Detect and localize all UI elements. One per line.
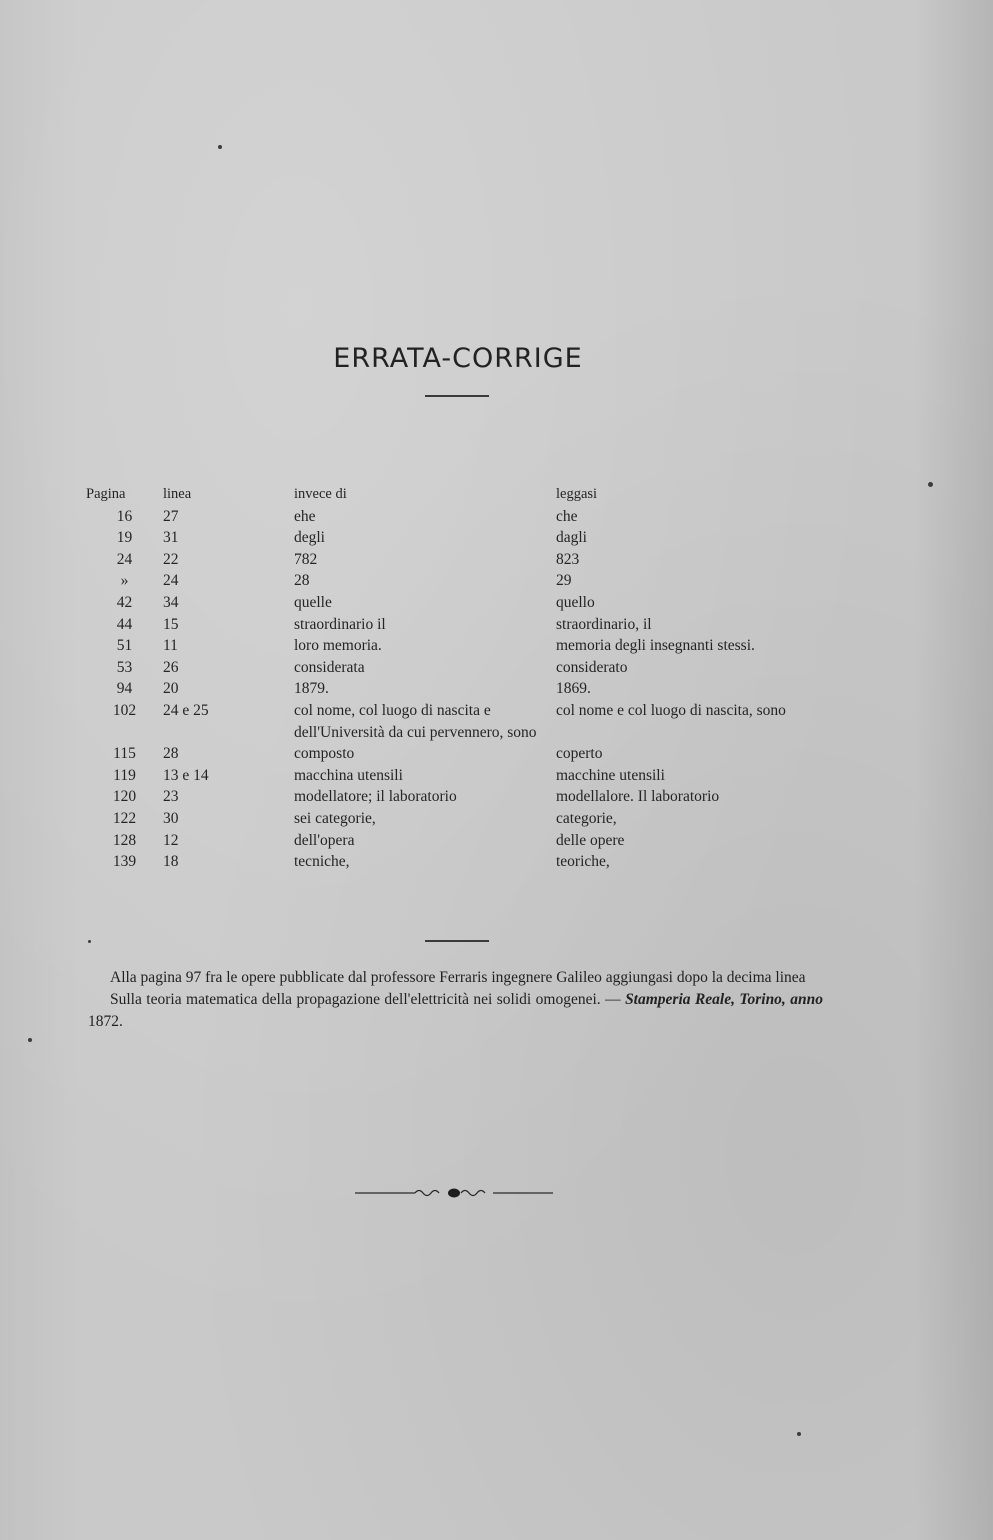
cell-page: 120 — [112, 788, 137, 806]
cell-line: 34 — [163, 593, 179, 611]
table-row — [86, 657, 826, 679]
cell-line: 13 e 14 — [163, 766, 209, 784]
paper-speck — [88, 940, 91, 943]
cell-line: 20 — [163, 680, 179, 698]
cell-line: 27 — [163, 507, 179, 525]
table-row — [86, 851, 826, 873]
paper-speck — [928, 482, 933, 487]
table-row — [86, 678, 826, 700]
table-row — [86, 808, 826, 830]
cell-page: 122 — [112, 809, 137, 827]
cell-leggasi: straordinario, il — [556, 615, 652, 633]
cell-page: 119 — [113, 766, 136, 784]
cell-line: 24 e 25 — [163, 701, 209, 719]
cell-leggasi: macchine utensili — [556, 766, 665, 784]
cell-leggasi: che — [556, 507, 578, 525]
cell-page: 44 — [116, 615, 133, 633]
table-row — [86, 592, 826, 614]
header-line: linea — [163, 486, 192, 502]
cell-page: » — [120, 572, 129, 590]
cell-line: 18 — [163, 853, 179, 871]
footnote-line-2 — [88, 989, 823, 1033]
cell-leggasi: 823 — [556, 550, 580, 568]
header-invece: invece di — [294, 486, 347, 502]
cell-leggasi: dagli — [556, 529, 587, 547]
ornament-flourish — [355, 1184, 553, 1202]
cell-page: 115 — [113, 745, 136, 763]
cell-page: 53 — [116, 658, 133, 676]
table-row — [86, 786, 826, 808]
cell-line: 28 — [163, 745, 179, 763]
errata-table — [86, 484, 826, 873]
table-row — [86, 743, 826, 765]
cell-line: 31 — [163, 529, 179, 547]
cell-page: 102 — [112, 701, 137, 719]
errata-header-row — [86, 484, 826, 506]
errata-body — [86, 506, 826, 873]
footnote-title: Sulla teoria matematica della propagazione dell'elettricità nei solidi omogenei. — — [110, 991, 626, 1008]
header-leggasi: leggasi — [556, 486, 598, 502]
cell-invece: 1879. — [294, 680, 329, 698]
cell-invece: sei categorie, — [294, 809, 376, 827]
cell-leggasi: col nome e col luogo di nascita, sono — [556, 701, 786, 719]
cell-leggasi: 29 — [556, 572, 572, 590]
cell-leggasi: teoriche, — [556, 853, 610, 871]
cell-line: 12 — [163, 831, 179, 849]
cell-line: 24 — [163, 572, 179, 590]
cell-leggasi: 1869. — [556, 680, 591, 698]
table-row — [86, 830, 826, 852]
cell-invece: considerata — [294, 658, 365, 676]
table-row — [86, 549, 826, 571]
footnote-source: Stamperia Reale, Torino, anno — [625, 991, 823, 1008]
cell-line: 15 — [163, 615, 179, 633]
cell-leggasi: considerato — [556, 658, 628, 676]
cell-invece: macchina utensili — [294, 766, 403, 784]
cell-invece: degli — [294, 529, 325, 547]
cell-page: 139 — [112, 853, 137, 871]
footnote — [88, 967, 823, 1033]
paper-speck — [797, 1432, 801, 1436]
cell-line: 22 — [163, 550, 179, 568]
cell-invece: dell'opera — [294, 831, 355, 849]
cell-invece: modellatore; il laboratorio — [294, 788, 457, 806]
cell-page: 42 — [116, 593, 133, 611]
table-row — [86, 570, 826, 592]
table-row — [86, 614, 826, 636]
table-row — [86, 527, 826, 549]
cell-line: 23 — [163, 788, 179, 806]
cell-leggasi: coperto — [556, 745, 603, 763]
cell-line: 11 — [163, 637, 178, 655]
cell-line: 30 — [163, 809, 179, 827]
paper-speck — [28, 1038, 32, 1042]
cell-page: 19 — [116, 529, 133, 547]
header-page: Pagina — [86, 486, 126, 502]
cell-line: 26 — [163, 658, 179, 676]
cell-invece: tecniche, — [294, 853, 350, 871]
cell-invece: col nome, col luogo di nascita e dell'Università da cui pervennero, sono — [294, 701, 537, 741]
cell-invece: ehe — [294, 507, 316, 525]
cell-leggasi: categorie, — [556, 809, 617, 827]
cell-page: 128 — [112, 831, 137, 849]
paper-speck — [218, 145, 222, 149]
cell-invece: 28 — [294, 572, 310, 590]
cell-invece: composto — [294, 745, 355, 763]
footnote-line-1: Alla pagina 97 fra le opere pubblicate dal professore Ferraris ingegnere Galileo aggiungasi dopo la decima linea — [110, 969, 806, 986]
page-title: ERRATA-CORRIGE — [333, 343, 583, 374]
cell-leggasi: modellalore. Il laboratorio — [556, 788, 720, 806]
section-rule — [425, 940, 489, 942]
title-rule — [425, 395, 489, 397]
cell-invece: quelle — [294, 593, 332, 611]
cell-page: 94 — [116, 680, 133, 698]
cell-page: 16 — [116, 507, 133, 525]
cell-leggasi: memoria degli insegnanti stessi. — [556, 637, 755, 655]
cell-page: 24 — [116, 550, 133, 568]
cell-leggasi: delle opere — [556, 831, 625, 849]
table-row — [86, 765, 826, 787]
table-row — [86, 506, 826, 528]
footnote-year: 1872. — [88, 1013, 123, 1030]
cell-invece: 782 — [294, 550, 318, 568]
cell-leggasi: quello — [556, 593, 595, 611]
cell-invece: loro memoria. — [294, 637, 382, 655]
table-row — [86, 635, 826, 657]
cell-page: 51 — [116, 637, 133, 655]
cell-invece: straordinario il — [294, 615, 386, 633]
table-row — [86, 700, 826, 743]
